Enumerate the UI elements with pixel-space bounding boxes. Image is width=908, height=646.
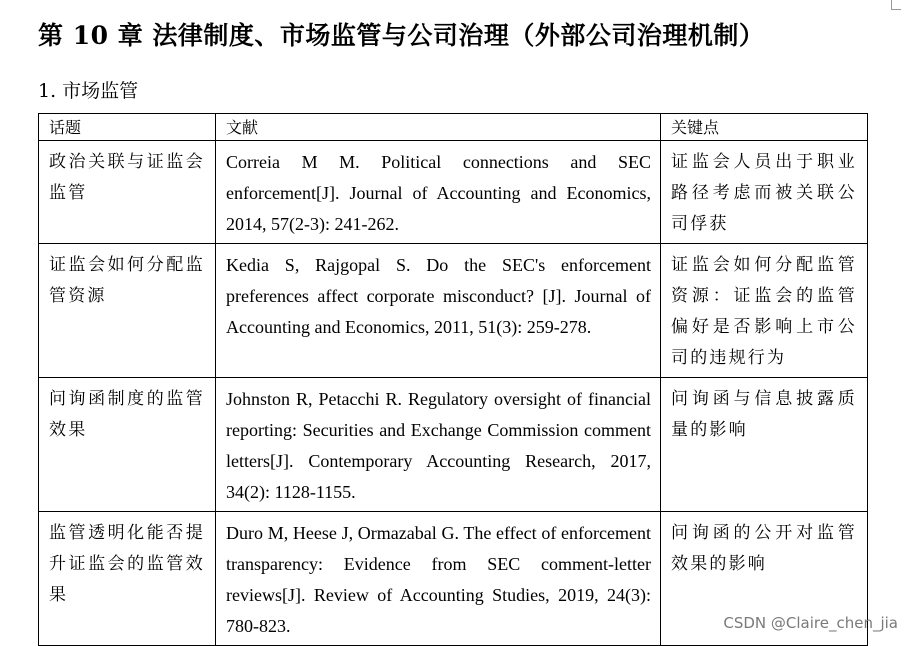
table-row [39, 378, 868, 512]
header-topic: 话题 [39, 114, 216, 141]
key-point-cell: 问询函与信息披露质量的影响 [661, 378, 868, 512]
topic-cell: 政治关联与证监会监管 [39, 141, 216, 244]
reference-cell: Kedia S, Rajgopal S. Do the SEC's enforcement preferences affect corporate misconduct? [J]. Journal of Accounting and Economics, 2011, 51(3): 259-278. [216, 244, 661, 378]
watermark: CSDN @Claire_chen_jia [723, 614, 898, 632]
literature-table [38, 113, 868, 646]
table-header-row [39, 114, 868, 141]
header-reference: 文献 [216, 114, 661, 141]
topic-cell: 监管透明化能否提升证监会的监管效果 [39, 512, 216, 646]
table-row [39, 141, 868, 244]
key-point-cell: 问询函的公开对监管效果的影响 [661, 512, 868, 646]
topic-cell: 证监会如何分配监管资源 [39, 244, 216, 378]
reference-cell: Duro M, Heese J, Ormazabal G. The effect of enforcement transparency: Evidence from SEC comment-letter reviews[J]. Review of Accounting Studies, 2019, 24(3): 780-823. [216, 512, 661, 646]
key-point-cell: 证监会如何分配监管资源：证监会的监管偏好是否影响上市公司的违规行为 [661, 244, 868, 378]
section-title: 1. 市场监管 [38, 80, 139, 102]
reference-cell: Correia M M. Political connections and SEC enforcement[J]. Journal of Accounting and Economics, 2014, 57(2-3): 241-262. [216, 141, 661, 244]
table-row [39, 244, 868, 378]
topic-cell: 问询函制度的监管效果 [39, 378, 216, 512]
header-key-point: 关键点 [661, 114, 868, 141]
key-point-cell: 证监会人员出于职业路径考虑而被关联公司俘获 [661, 141, 868, 244]
chapter-title: 第 10 章 法律制度、市场监管与公司治理（外部公司治理机制） [38, 21, 765, 50]
reference-cell: Johnston R, Petacchi R. Regulatory oversight of financial reporting: Securities and Exchange Commission comment letters[J]. Contemporary Accounting Research, 2017, 34(2): 1128-1155. [216, 378, 661, 512]
